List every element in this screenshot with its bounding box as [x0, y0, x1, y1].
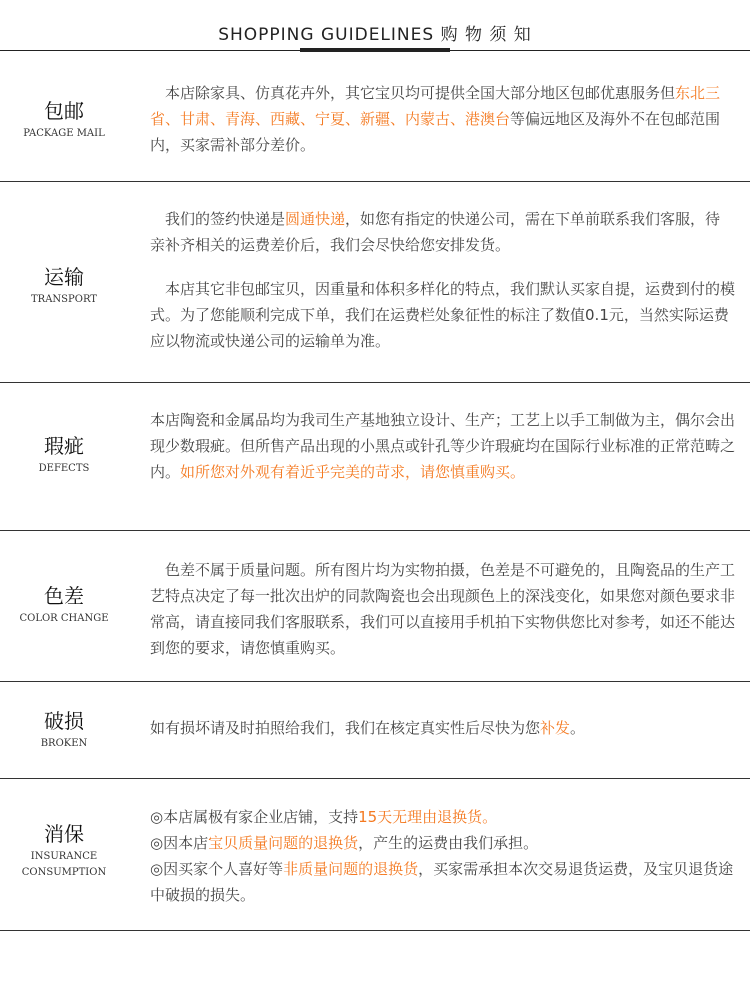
paragraph [150, 830, 735, 856]
body-text: 等偏远地区及海外不在包邮范围内，买家需补部分差价。 [150, 110, 721, 154]
paragraph [150, 557, 735, 661]
body-text: 。 [570, 719, 586, 737]
body-text: ，产生的运费由我们承担。 [358, 834, 539, 852]
paragraph [150, 206, 735, 258]
section-title-en: BROKEN [40, 738, 88, 749]
section-insurance [0, 779, 750, 931]
section-defects [0, 383, 750, 531]
section-body [150, 80, 735, 158]
section-title-cn: 消保 [44, 822, 84, 846]
body-text: 本店陶瓷和金属品均为我司生产基地独立设计、生产；工艺上以手工制做为主，偶尔会出现少数瑕疵。但所售产品出现的小黑点或针孔等少许瑕疵均在国际行业标准的正常范畴之内。 [150, 411, 736, 481]
section-body [150, 804, 735, 908]
section-label [0, 708, 128, 752]
section-label [0, 821, 128, 881]
section-body [150, 557, 735, 661]
paragraph [150, 715, 735, 741]
body-text: ◎本店属极有家企业店铺，支持 [150, 808, 359, 826]
body-text: 如有损坏请及时拍照给我们，我们在核定真实性后尽快为您 [150, 719, 541, 737]
body-text: ◎因买家个人喜好等 [150, 860, 284, 878]
section-color-change [0, 531, 750, 682]
section-title-en: TRANSPORT [31, 294, 97, 305]
page-title: SHOPPING GUIDELINES 购 物 须 知 [218, 25, 532, 45]
section-title-cn: 包邮 [44, 99, 84, 123]
section-title-cn: 色差 [44, 584, 84, 608]
section-body [150, 407, 735, 485]
paragraph [150, 856, 735, 908]
section-title-cn: 破损 [44, 709, 84, 733]
section-title-en: INSURANCE CONSUMPTION [21, 851, 107, 878]
body-text: 本店除家具、仿真花卉外，其它宝贝均可提供全国大部分地区包邮优惠服务但 [150, 84, 676, 102]
section-label [0, 98, 128, 142]
section-broken [0, 682, 750, 779]
paragraph [150, 276, 735, 354]
section-body [150, 206, 735, 354]
section-title-en: COLOR CHANGE [19, 613, 109, 624]
section-label [0, 264, 128, 308]
page-header [0, 0, 750, 52]
highlight-text: 宝贝质量问题的退换货 [208, 834, 359, 852]
section-transport [0, 182, 750, 383]
highlight-text: 圆通快递 [285, 210, 346, 228]
highlight-text: 东北三省、甘肃、青海、西藏、宁夏、新疆、内蒙古、港澳台 [150, 84, 721, 128]
paragraph [150, 804, 735, 830]
paragraph-spacer [150, 258, 735, 276]
body-text: ，买家需承担本次交易退货运费，及宝贝退货途中破损的损失。 [150, 860, 734, 904]
body-text: ◎因本店 [150, 834, 209, 852]
highlight-text: 补发 [540, 719, 571, 737]
section-package-mail [0, 52, 750, 182]
section-label [0, 583, 128, 627]
paragraph [150, 80, 735, 158]
section-title-cn: 运输 [44, 265, 84, 289]
highlight-text: 如所您对外观有着近乎完美的苛求，请您慎重购买。 [180, 463, 526, 481]
highlight-text: 15天无理由退换货。 [358, 808, 498, 826]
section-body [150, 715, 735, 741]
body-text: 色差不属于质量问题。所有图片均为实物拍摄，色差是不可避免的，且陶瓷品的生产工艺特点决定了每一批次出炉的同款陶瓷也会出现颜色上的深浅变化，如果您对颜色要求非常高，请直接同我们客服联系，我们可以直接用手机拍下实物供您比对参考，如还不能达到您的要求，请您慎重购买。 [150, 561, 736, 657]
body-text: 我们的签约快递是 [150, 210, 286, 228]
section-title-cn: 瑕疵 [44, 434, 84, 458]
paragraph [150, 407, 735, 485]
section-label [0, 433, 128, 477]
section-title-en: DEFECTS [38, 463, 90, 474]
body-text: 本店其它非包邮宝贝，因重量和体积多样化的特点，我们默认买家自提，运费到付的模式。为了您能顺利完成下单，我们在运费栏处象征性的标注了数值0.1元，当然实际运费应以物流或快递公司的运输单为准。 [150, 280, 736, 350]
section-title-en: PACKAGE MAIL [23, 128, 105, 139]
body-text: ，如您有指定的快递公司，需在下单前联系我们客服，待亲补齐相关的运费差价后，我们会尽快给您安排发货。 [150, 210, 721, 254]
highlight-text: 非质量问题的退换货 [283, 860, 419, 878]
